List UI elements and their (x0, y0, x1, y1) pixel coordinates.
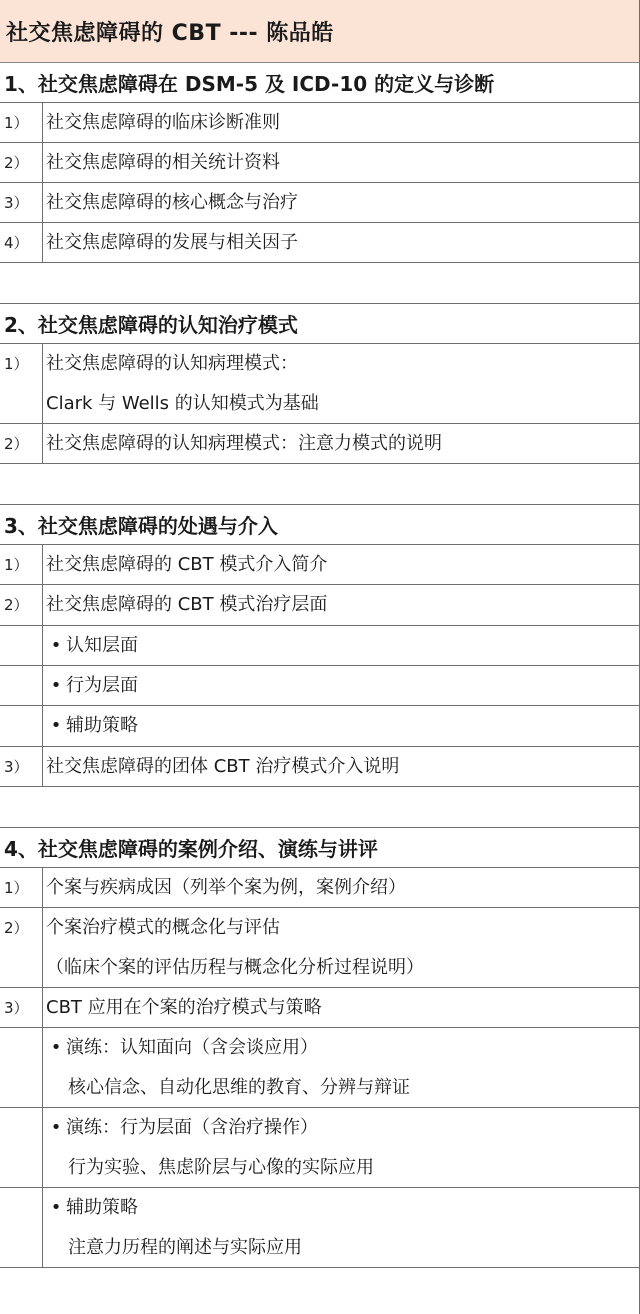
section-heading: 3、社交焦虑障碍的处遇与介入 (4, 514, 278, 538)
item-number: 1） (0, 103, 43, 142)
item-text: 社交焦虑障碍的 CBT 模式介入简介 (46, 554, 328, 575)
item-number (0, 666, 43, 705)
title-row (0, 0, 640, 63)
item-text: 社交焦虑障碍的认知病理模式：注意力模式的说明 (46, 433, 442, 454)
bullet-icon: • (50, 1037, 62, 1058)
item-text-continued: Clark 与 Wells 的认知模式为基础 (46, 393, 319, 414)
section-heading: 1、社交焦虑障碍在 DSM-5 及 ICD-10 的定义与诊断 (4, 72, 495, 96)
table-row (0, 585, 640, 626)
blank-row (0, 263, 640, 304)
table-row (0, 103, 640, 143)
item-number: 1） (0, 344, 43, 423)
table-row (0, 988, 640, 1028)
blank-row (0, 464, 640, 505)
item-number: 2） (0, 424, 43, 463)
bullet-icon: • (50, 675, 62, 696)
table-row (0, 1108, 640, 1188)
item-text: 社交焦虑障碍的认知病理模式： (46, 353, 298, 374)
item-text: 社交焦虑障碍的发展与相关因子 (46, 232, 298, 253)
table-row (0, 183, 640, 223)
item-number (0, 1188, 43, 1267)
table-row (0, 1188, 640, 1268)
item-number (0, 1108, 43, 1187)
item-number: 2） (0, 143, 43, 182)
bullet-icon: • (50, 1197, 62, 1218)
item-number: 2） (0, 585, 43, 625)
bullet-icon: • (50, 715, 62, 736)
item-number (0, 626, 43, 665)
item-text: 社交焦虑障碍的核心概念与治疗 (46, 192, 298, 213)
table-row (0, 424, 640, 464)
item-text: 认知层面 (66, 635, 138, 656)
table-row (0, 143, 640, 183)
item-number: 2） (0, 908, 43, 987)
table-row (0, 908, 640, 988)
item-text: 演练：行为层面（含治疗操作） (66, 1117, 318, 1138)
document-title: 社交焦虑障碍的 CBT --- 陈品皓 (6, 20, 334, 46)
section-4-heading (0, 828, 640, 868)
item-text-continued: （临床个案的评估历程与概念化分析过程说明） (46, 957, 424, 978)
item-text: 辅助策略 (66, 715, 138, 736)
item-number: 1） (0, 545, 43, 584)
item-text: 社交焦虑障碍的临床诊断准则 (46, 112, 280, 133)
item-text-continued: 行为实验、焦虑阶层与心像的实际应用 (68, 1157, 374, 1178)
bullet-icon: • (50, 1117, 62, 1138)
section-2-heading (0, 304, 640, 344)
table-row (0, 666, 640, 706)
blank-row (0, 787, 640, 828)
item-text: 个案与疾病成因（列举个案为例，案例介绍） (46, 877, 406, 898)
item-text: CBT 应用在个案的治疗模式与策略 (46, 997, 322, 1018)
section-heading: 2、社交焦虑障碍的认知治疗模式 (4, 313, 298, 337)
item-text: 社交焦虑障碍的相关统计资料 (46, 152, 280, 173)
table-row (0, 344, 640, 424)
table-row (0, 545, 640, 585)
table-row (0, 747, 640, 787)
table-row (0, 626, 640, 666)
table-row (0, 223, 640, 263)
item-text-continued: 注意力历程的阐述与实际应用 (68, 1237, 302, 1258)
item-number (0, 1028, 43, 1107)
item-text: 演练：认知面向（含会谈应用） (66, 1037, 318, 1058)
blank-row (0, 1268, 640, 1309)
table-row (0, 1028, 640, 1108)
section-3-heading (0, 505, 640, 545)
item-number: 3） (0, 183, 43, 222)
item-text: 辅助策略 (66, 1197, 138, 1218)
table-row (0, 868, 640, 908)
item-text: 个案治疗模式的概念化与评估 (46, 917, 280, 938)
item-number: 3） (0, 747, 43, 786)
item-text: 社交焦虑障碍的 CBT 模式治疗层面 (46, 594, 328, 615)
item-text-continued: 核心信念、自动化思维的教育、分辨与辩证 (68, 1077, 410, 1098)
table-row (0, 706, 640, 747)
bullet-icon: • (50, 635, 62, 656)
section-heading: 4、社交焦虑障碍的案例介绍、演练与讲评 (4, 837, 378, 861)
item-number: 1） (0, 868, 43, 907)
item-number (0, 706, 43, 746)
item-number: 4） (0, 223, 43, 262)
section-1-heading (0, 63, 640, 103)
item-text: 行为层面 (66, 675, 138, 696)
item-number: 3） (0, 988, 43, 1027)
item-text: 社交焦虑障碍的团体 CBT 治疗模式介入说明 (46, 756, 400, 777)
